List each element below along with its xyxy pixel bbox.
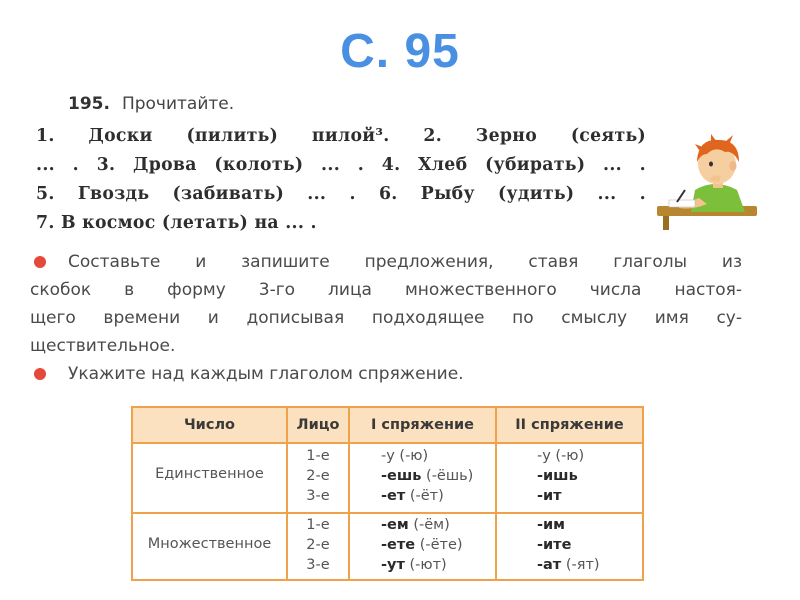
conj1-cell (381, 446, 473, 506)
person-value: 1-е (306, 517, 330, 533)
ending (537, 446, 584, 466)
exercise-line: 7. В космос (летать) на ... . (36, 213, 317, 233)
instruction-line: Укажите над каждым глаголом спряжение. (68, 364, 464, 384)
exercise-line: 5. Гвоздь (забивать) ... . 6. Рыбу (удить) ... . (36, 184, 646, 204)
ending-rest: (-ёте) (415, 537, 463, 553)
ending-rest: (-ют) (404, 557, 447, 573)
conj1-cell (381, 515, 463, 575)
ending (381, 515, 463, 535)
person-value: 3-е (306, 557, 330, 573)
conj2-cell (537, 446, 584, 506)
ending-bold: -ат (537, 557, 562, 573)
instruction-line: Составьте и запишите предложения, ставя глаголы из (68, 252, 742, 272)
ending (381, 486, 473, 506)
person-value: 2-е (306, 468, 330, 484)
instruction-line: ществительное. (30, 336, 176, 356)
ending (381, 555, 463, 575)
exercise-line: 1. Доски (пилить) пилой³. 2. Зерно (сеять) (36, 126, 646, 146)
ending-rest: (-ят) (561, 557, 600, 573)
header-person: Лицо (296, 417, 340, 433)
ending-bold: -ем (381, 517, 409, 533)
ending-bold: -ут (381, 557, 405, 573)
ending-bold: -ит (537, 488, 562, 504)
conj2-cell (537, 515, 600, 575)
person-cell (288, 446, 348, 506)
ending (537, 555, 600, 575)
task-instruction: Прочитайте. (121, 94, 235, 114)
divider (348, 408, 350, 579)
ending-bold: -ете (381, 537, 416, 553)
ending (537, 515, 600, 535)
task-number: 195. (68, 94, 110, 114)
ending (537, 486, 584, 506)
ending-bold: -ешь (381, 468, 422, 484)
ending-rest: (-ём) (408, 517, 450, 533)
exercise-line: ... . 3. Дрова (колоть) ... . 4. Хлеб (убирать) ... . (36, 155, 646, 175)
ending (537, 466, 584, 486)
conjugation-table (131, 406, 644, 581)
ending-bold: -ишь (537, 468, 578, 484)
divider (495, 408, 497, 579)
instruction-item (30, 248, 742, 360)
person-value: 3-е (306, 488, 330, 504)
ending-rest: (-ёшь) (421, 468, 474, 484)
ending-bold: -ите (537, 537, 572, 553)
person-cell (288, 515, 348, 575)
instruction-line: щего времени и дописывая подходящее по смыслу имя су- (30, 308, 742, 328)
task-header (68, 94, 234, 114)
ending (381, 446, 473, 466)
ending-bold: -ет (381, 488, 406, 504)
instructions (30, 248, 742, 388)
boy-writing-icon (655, 132, 760, 232)
row-number-singular: Единственное (155, 466, 264, 482)
ending (381, 535, 463, 555)
ending-rest: -у (-ю) (537, 448, 585, 464)
ending-rest: -у (-ю) (381, 448, 429, 464)
bullet-dot-icon (34, 368, 46, 380)
row-number-plural: Множественное (147, 536, 272, 552)
page-title: С. 95 (340, 25, 460, 78)
ending (381, 466, 473, 486)
bullet-dot-icon (34, 256, 46, 268)
header-conj1: I спряжение (370, 417, 475, 433)
header-number: Число (183, 417, 236, 433)
ending-bold: -им (537, 517, 566, 533)
instruction-line: скобок в форму 3-го лица множественного числа настоя- (30, 280, 742, 300)
header-conj2: II спряжение (515, 417, 624, 433)
person-value: 1-е (306, 448, 330, 464)
ending (537, 535, 600, 555)
person-value: 2-е (306, 537, 330, 553)
exercise-text (36, 122, 646, 238)
table-header (133, 408, 642, 444)
ending-rest: (-ёт) (405, 488, 444, 504)
instruction-item (30, 360, 742, 388)
divider (133, 512, 642, 514)
